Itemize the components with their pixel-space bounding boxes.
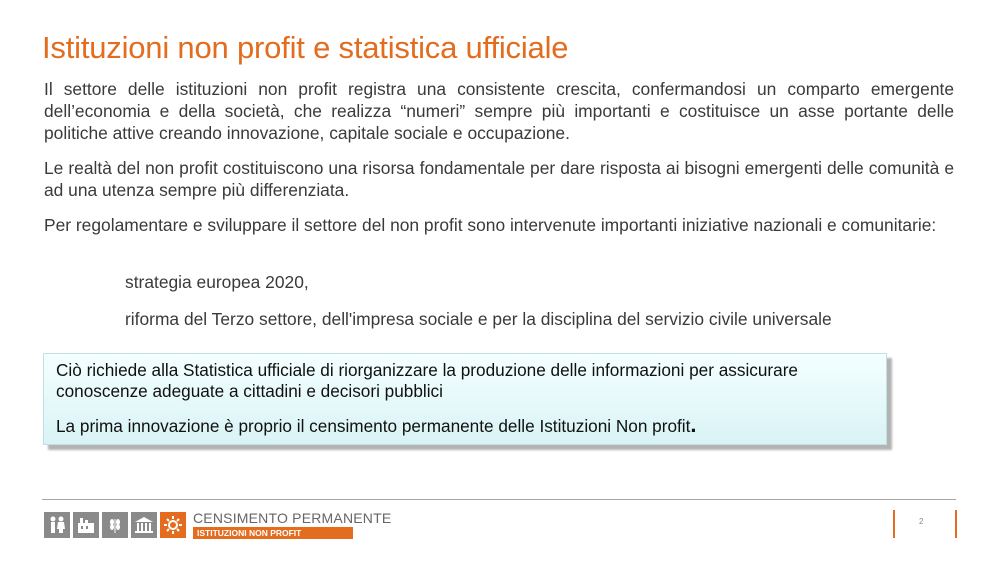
page-number: 2 xyxy=(919,517,924,526)
paragraph-growth: Il settore delle istituzioni non profit registra una consistente crescita, confermandosi un comparto emergente dell’economia e della società, che realizza “numeri” sempre più importanti e costituisce un asse portante delle politiche attive creando innovazione, capitale sociale e occupazione. xyxy=(44,79,954,143)
callout-text-1: Ciò richiede alla Statistica ufficiale di riorganizzare la produzione delle informazioni per assicurare conoscenze adeguate a cittadini e decisori pubblici xyxy=(56,360,798,401)
paragraph-initiatives: Per regolamentare e sviluppare il settore del non profit sono intervenute importanti iniziative nazionali e comunitarie: xyxy=(44,215,937,235)
logo-subtitle: ISTITUZIONI NON PROFIT xyxy=(193,527,353,539)
paragraph-resource: Le realtà del non profit costituiscono una risorsa fondamentale per dare risposta ai bisogni emergenti delle comunità e ad una utenza sempre più differenziata. xyxy=(44,158,954,200)
logo-title: CENSIMENTO PERMANENTE xyxy=(193,510,392,526)
page-number-bar-left xyxy=(893,510,895,538)
people-icon xyxy=(44,512,70,538)
bullet-strategy-2020: strategia europea 2020, xyxy=(125,272,309,292)
institution-icon xyxy=(131,512,157,538)
census-logo-text xyxy=(193,511,391,539)
industry-icon xyxy=(73,512,99,538)
page-title: Istituzioni non profit e statistica ufficiale xyxy=(42,30,569,65)
agriculture-icon xyxy=(102,512,128,538)
page-number-bar-right xyxy=(955,510,957,538)
census-logo-icons xyxy=(44,512,186,538)
nonprofit-sun-icon xyxy=(160,512,186,538)
bullet-third-sector-reform: riforma del Terzo settore, dell'impresa sociale e per la disciplina del servizio civile universale xyxy=(125,309,832,329)
callout-box xyxy=(43,353,887,445)
callout-text-2: La prima innovazione è proprio il censimento permanente delle Istituzioni Non profit. xyxy=(56,412,697,437)
footer-divider xyxy=(42,499,956,500)
